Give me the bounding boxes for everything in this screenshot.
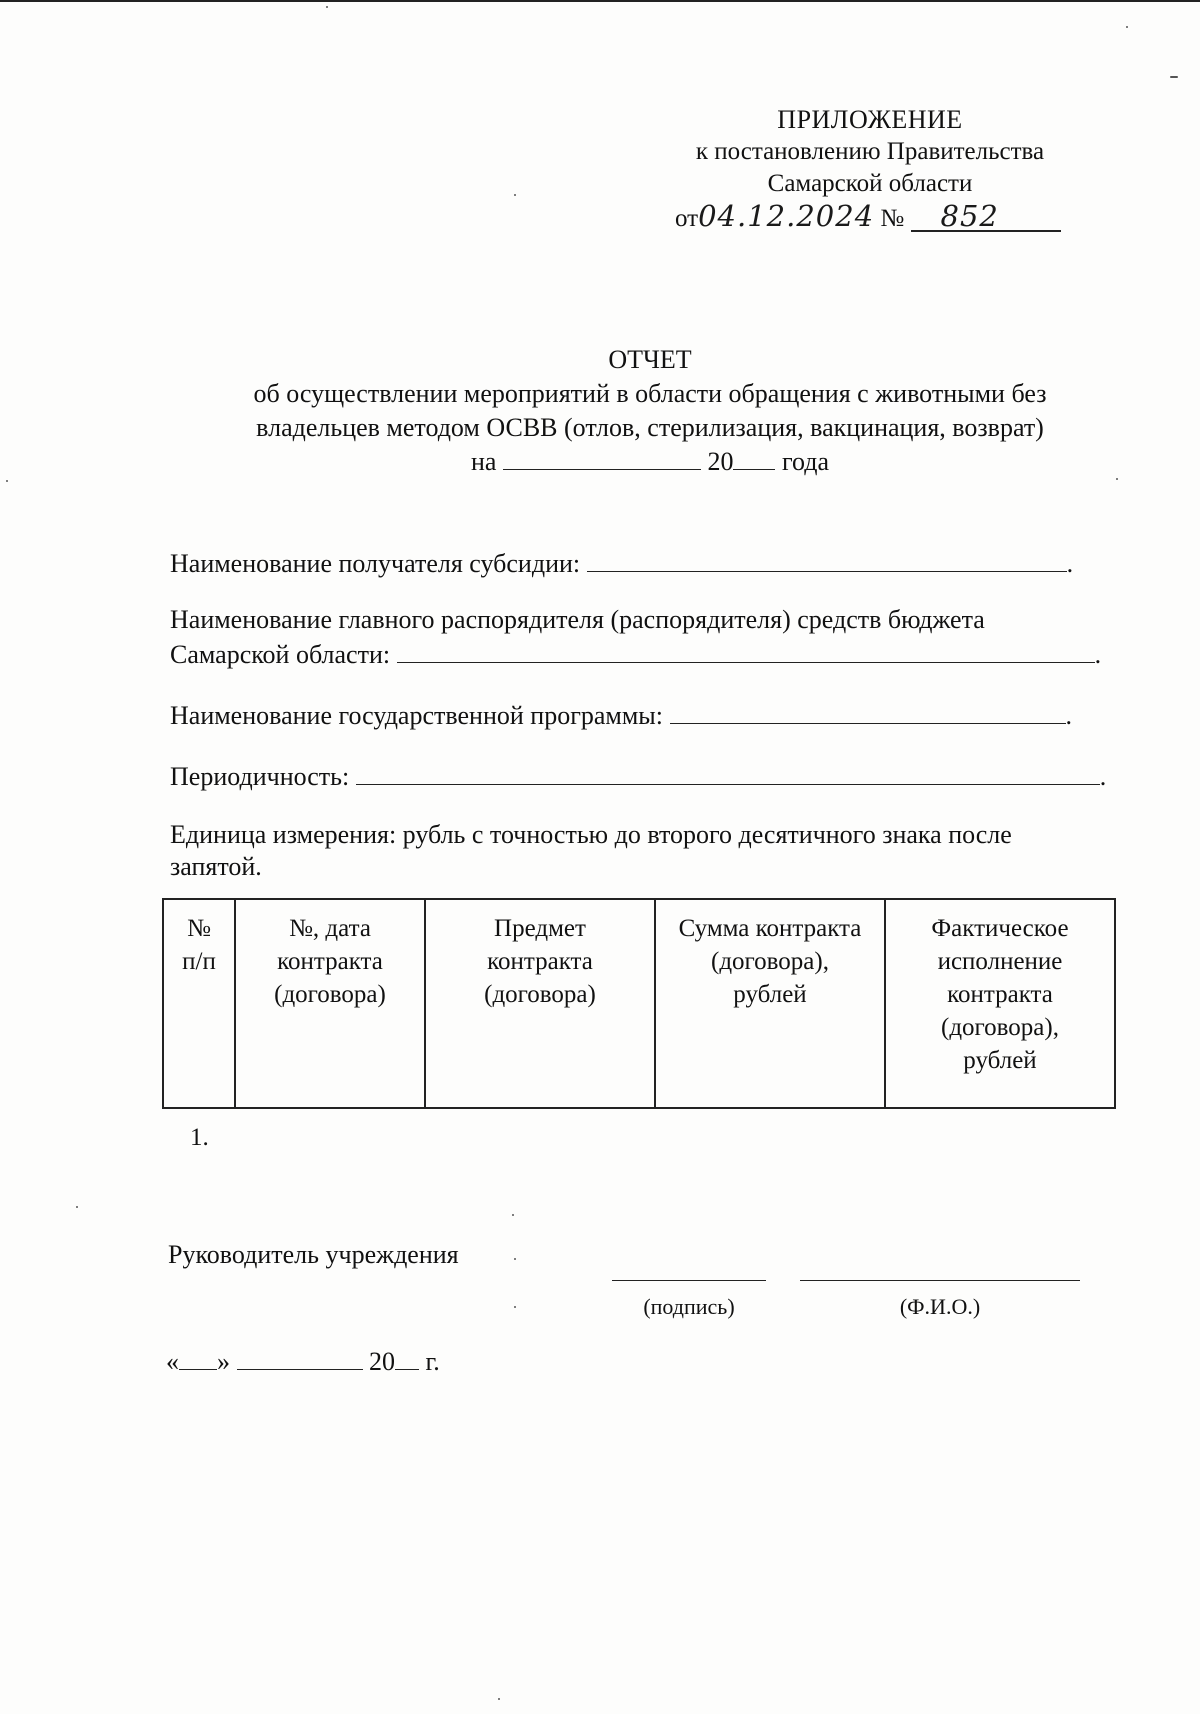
footer-year-blank[interactable]: [395, 1343, 419, 1370]
name-caption: (Ф.И.О.): [899, 1294, 981, 1319]
report-title: ОТЧЕТ: [608, 345, 692, 374]
day-blank[interactable]: [179, 1343, 217, 1370]
column-header-amount: Сумма контракта (договора), рублей: [655, 899, 885, 1108]
from-label: от: [675, 205, 699, 232]
scan-top-edge: [0, 0, 1200, 2]
close-quote: »: [217, 1347, 230, 1376]
scan-speck: [326, 6, 328, 8]
report-subtitle-line-2: владельцев методом ОСВВ (отлов, стерилизация, вакцинация, возврат): [256, 413, 1044, 442]
manager-label-line-1: Наименование главного распорядителя (распорядителя) средств бюджета: [170, 605, 985, 634]
scan-speck: [498, 1698, 500, 1700]
end-mark: .: [1066, 549, 1074, 578]
period-prefix: на: [470, 447, 497, 476]
table-row-number: 1.: [190, 1124, 209, 1151]
end-mark: .: [1065, 701, 1072, 730]
scan-speck: [514, 1306, 516, 1308]
footer-date: [166, 1343, 440, 1377]
recipient-input-line[interactable]: [587, 545, 1067, 572]
program-label: Наименование государственной программы:: [170, 701, 663, 730]
scan-speck: [514, 194, 516, 196]
column-header-subject: Предмет контракта (договора): [425, 899, 655, 1108]
name-line[interactable]: [800, 1280, 1080, 1281]
recipient-field: [170, 545, 1130, 580]
periodicity-field: [170, 758, 1130, 793]
program-field: [170, 697, 1130, 732]
scan-speck: [1126, 26, 1128, 28]
appendix-title: ПРИЛОЖЕНИЕ: [777, 105, 963, 134]
column-header-contract-date: №, дата контракта (договора): [235, 899, 425, 1108]
periodicity-input-line[interactable]: [356, 758, 1100, 785]
scan-speck: [6, 480, 8, 482]
column-header-actual: Фактическое исполнение контракта (договора), рублей: [885, 899, 1115, 1108]
footer-year: 20: [369, 1347, 395, 1376]
period-year: 20: [707, 447, 734, 476]
manager-label-line-2: Самарской области:: [170, 640, 391, 669]
scan-speck: [514, 1258, 516, 1260]
scan-speck: [1170, 76, 1178, 78]
end-mark: .: [1099, 762, 1107, 791]
appendix-header: [640, 104, 1100, 235]
period-suffix: года: [781, 447, 829, 476]
report-subtitle-line-1: об осуществлении мероприятий в области обращения с животными без: [253, 379, 1047, 408]
year-blank: [733, 445, 775, 470]
manager-input-line[interactable]: [397, 636, 1095, 663]
handwritten-date: 04.12.2024: [698, 199, 875, 233]
end-mark: .: [1094, 640, 1102, 669]
manager-field: [170, 604, 1130, 671]
appendix-date-line: [675, 200, 1085, 235]
footer-year-suffix: г.: [425, 1347, 440, 1376]
recipient-label: Наименование получателя субсидии:: [170, 549, 581, 578]
month-blank[interactable]: [237, 1343, 363, 1370]
periodicity-label: Периодичность:: [170, 762, 350, 791]
number-label: №: [880, 205, 905, 232]
open-quote: «: [166, 1347, 179, 1376]
report-period-line: [150, 445, 1150, 479]
program-input-line[interactable]: [670, 697, 1066, 724]
unit-field: [170, 819, 1130, 883]
unit-line-2: запятой.: [170, 852, 262, 881]
report-heading: [150, 343, 1150, 479]
head-label: Руководитель учреждения: [168, 1240, 459, 1269]
handwritten-number: 852: [911, 202, 1061, 232]
period-blank: [503, 445, 701, 470]
contract-table: [162, 898, 1116, 1109]
appendix-line-2: Самарской области: [767, 170, 973, 197]
unit-line-1: Единица измерения: рубль с точностью до второго десятичного знака после: [170, 820, 1012, 849]
signature-caption: (подпись): [643, 1294, 735, 1319]
signature-line[interactable]: [612, 1280, 766, 1281]
table-header-row: [163, 899, 1115, 1108]
scan-speck: [76, 1206, 78, 1208]
form-fields: [170, 545, 1130, 883]
column-header-index: № п/п: [163, 899, 235, 1108]
appendix-line-1: к постановлению Правительства: [695, 138, 1045, 165]
scan-speck: [512, 1214, 514, 1216]
